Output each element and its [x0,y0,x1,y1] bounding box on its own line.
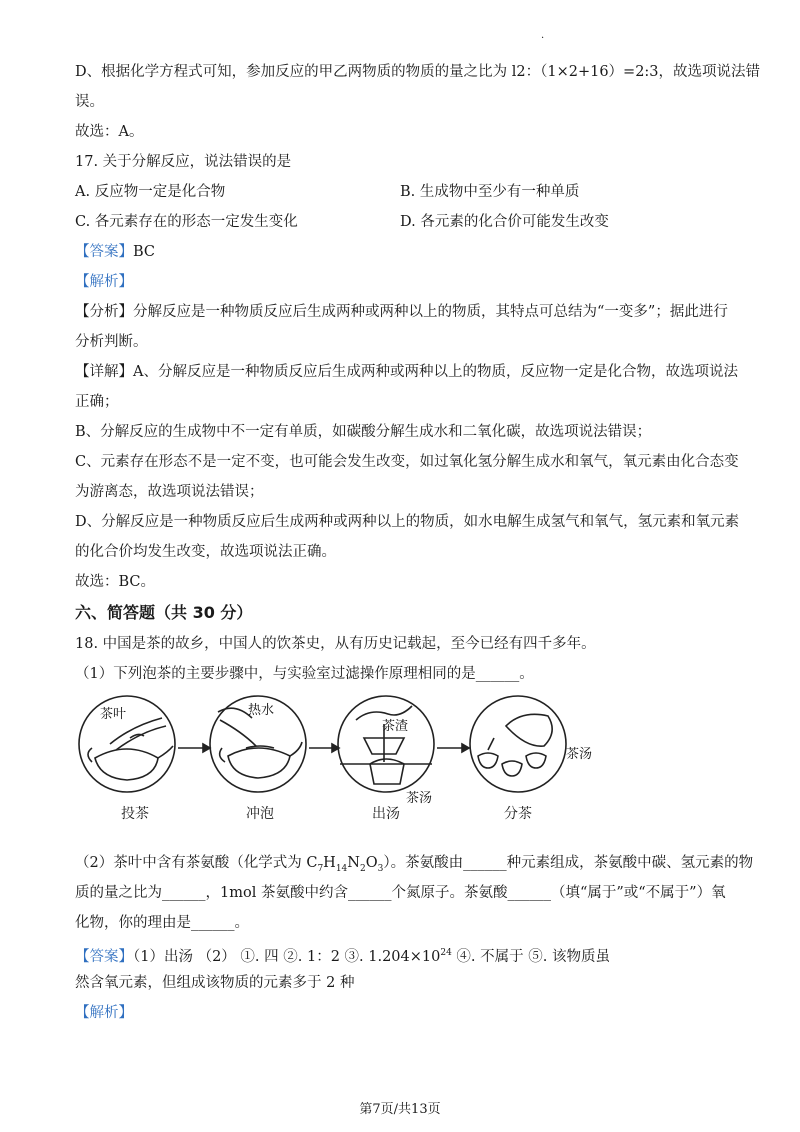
q17-fenxi-line1 [75,302,728,322]
part2-text-b: ）。茶氨酸由______种元素组成，茶氨酸中碳、氢元素的物 [383,855,754,871]
step-label-3: 出汤 [372,806,400,822]
q17-stem: 17. 关于分解反应，说法错误的是 [75,154,292,170]
q17-answer [75,242,155,262]
q17-xiangjie-c-line1: C、元素存在形态不是一定不变，也可能会发生改变，如过氧化氢分解生成水和氧气，氧元素由化合态变 [75,454,739,470]
q18-stem: 18. 中国是茶的故乡，中国人的饮茶史，从有历史记载起，至今已经有四千多年。 [75,636,596,652]
q18-answer-line2: 然含氧元素，但组成该物质的元素多于 2 种 [75,975,355,991]
q17-option-a: A. 反应物一定是化合物 [75,184,226,200]
q17-xiangjie-d-line2: 的化合价均发生改变，故选项说法正确。 [75,544,336,560]
section-title: 六、简答题（共 30 分） [75,603,253,622]
xiangjie-tag: 【详解】 [75,364,133,380]
step1-circle [79,696,175,792]
q17-final-choice: 故选：BC。 [75,574,156,590]
q18-part2-line3: 化物，你的理由是______。 [75,915,249,931]
label-tea-leaf: 茶叶 [100,707,127,722]
label-tea-soup-mid: 茶汤 [406,791,433,806]
q16-option-d-line2: 误。 [75,94,104,110]
answer-value: BC [133,244,156,260]
q17-xiangjie-c-line2: 为游离态，故选项说法错误； [75,484,264,500]
formula-sub: 2 [359,863,366,874]
q17-option-c: C. 各元素存在的形态一定发生变化 [75,214,298,230]
part2-text-a: （2）茶叶中含有茶氨酸（化学式为 C [75,855,318,871]
q17-xiangjie-a-line1 [75,362,738,382]
step-label-4: 分茶 [504,806,532,822]
formula-sub: 3 [377,863,384,874]
answer-exponent: 24 [440,948,452,958]
q17-xiangjie-d-line1: D、分解反应是一种物质反应后生成两种或两种以上的物质，如水电解生成氢气和氧气，氢元素和氧元素 [75,514,740,530]
q17-option-d: D. 各元素的化合价可能发生改变 [400,214,609,230]
q18-part2-line2: 质的量之比为______，1mol 茶氨酸中约含______个氮原子。茶氨酸______（填“属于”或“不属于”）氧 [75,885,726,901]
q18-part2-line1 [75,853,753,879]
fenxi-text: 分解反应是一种物质反应后生成两种或两种以上的物质，其特点可总结为“一变多”；据此进行 [133,304,728,320]
formula-element: O [365,855,378,871]
step3-circle [338,696,434,792]
q17-xiangjie-b: B、分解反应的生成物中不一定有单质，如碳酸分解生成水和二氧化碳，故选项说法错误； [75,424,652,440]
fenxi-tag: 【分析】 [75,304,133,320]
xiangjie-a-text: A、分解反应是一种物质反应后生成两种或两种以上的物质，反应物一定是化合物，故选项说法 [133,364,738,380]
label-hot-water: 热水 [248,703,275,718]
q18-answer-line1 [75,943,610,967]
q18-part1: （1）下列泡茶的主要步骤中，与实验室过滤操作原理相同的是______。 [75,666,534,682]
header-mark: . [541,30,545,41]
formula-element: H [323,855,336,871]
formula-element: N [347,855,360,871]
step-label-1: 投茶 [121,806,149,822]
answer-text-b: ④. 不属于 ⑤. 该物质虽 [451,948,610,965]
answer-tag: 【答案】 [75,244,133,260]
q17-option-b: B. 生成物中至少有一种单质 [400,184,580,200]
page-footer: 第7页/共13页 [359,1102,441,1117]
formula-sub: 14 [335,863,348,874]
step4-circle [470,696,566,792]
label-tea-soup-right: 茶汤 [566,747,593,762]
step-label-2: 冲泡 [246,806,274,822]
q17-analysis-tag: 【解析】 [75,274,133,290]
q17-xiangjie-a-line2: 正确； [75,394,119,410]
q16-answer-choice: 故选：A。 [75,124,144,140]
q17-fenxi-line2: 分析判断。 [75,334,148,350]
q16-option-d-line1: D、根据化学方程式可知，参加反应的甲乙两物质的物质的量之比为 l2：（1×2+16）=2:3，故选项说法错 [75,64,761,80]
answer-tag: 【答案】 [75,948,133,965]
q18-analysis-tag: 【解析】 [75,1005,133,1021]
answer-text-a: （1）出汤 （2） ①. 四 ②. 1：2 ③. 1.204×10 [133,948,441,965]
label-tea-dregs: 茶渣 [382,719,409,734]
formula-sub: 7 [317,863,324,874]
